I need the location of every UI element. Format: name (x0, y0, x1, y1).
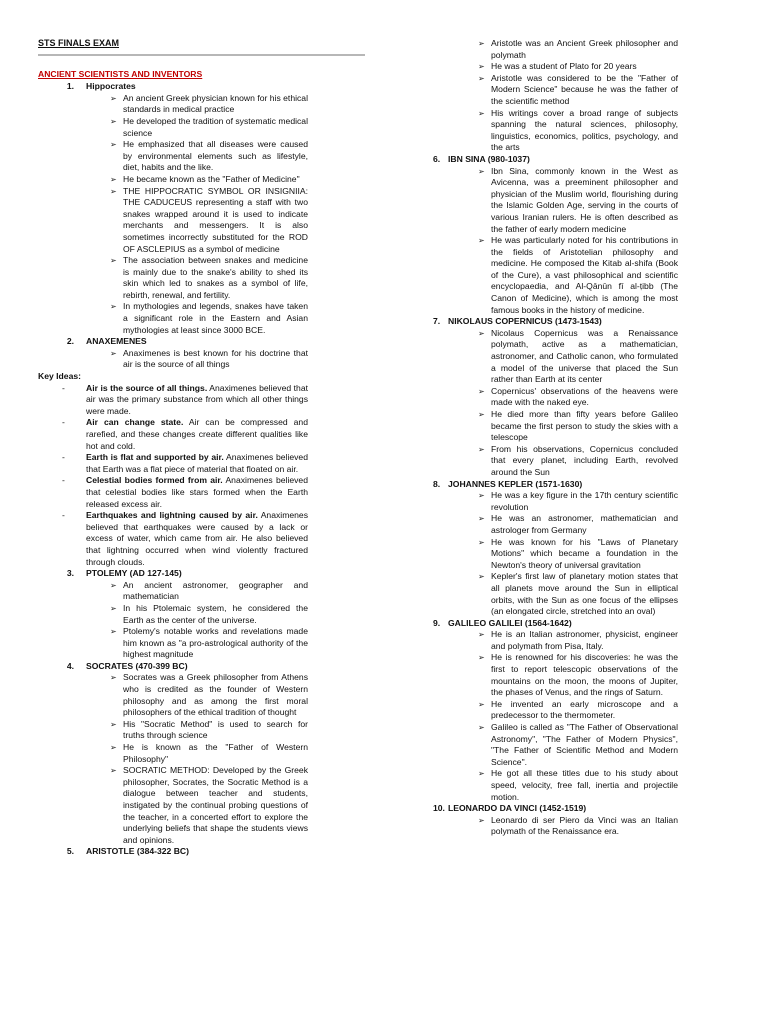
bullet-item (478, 444, 678, 479)
scientist-heading (433, 154, 678, 166)
scientist-name: GALILEO GALILEI (1564-1642) (448, 617, 572, 628)
arrowhead-bullet-icon: ➢ (110, 719, 117, 729)
bullet-item (478, 699, 678, 722)
bullet-item (478, 537, 678, 572)
key-idea-item (38, 452, 308, 475)
bullet-list (433, 490, 678, 618)
dash-bullet: - (62, 475, 65, 486)
key-idea-item (38, 475, 308, 510)
arrowhead-bullet-icon: ➢ (478, 723, 485, 733)
bullet-list (433, 38, 678, 154)
key-idea-text (86, 383, 308, 418)
key-idea-item (38, 510, 308, 568)
dash-bullet: - (62, 382, 65, 393)
scientist-entry (38, 81, 308, 336)
left-column (38, 38, 308, 858)
bullet-list (433, 815, 678, 838)
key-idea-description: Air can be compressed and rarefied, and these changes create different qualities like hot and cold. (86, 417, 308, 451)
arrowhead-bullet-icon: ➢ (110, 673, 117, 683)
scientist-heading (38, 81, 308, 93)
entry-number: 4. (66, 660, 74, 671)
key-idea-item (38, 383, 308, 418)
entry-number: 6. (433, 153, 441, 164)
scientist-name: ANAXEMENES (86, 336, 147, 347)
bullet-text: From his observations, Copernicus concluded that every planet, including Earth, revolved around the Sun (491, 443, 678, 477)
bullet-text: He got all these titles due to his study about speed, velocity, free fall, inertia and projectile motion. (491, 768, 678, 802)
bullet-item (478, 235, 678, 316)
arrowhead-bullet-icon: ➢ (478, 769, 485, 779)
bullet-text: His "Socratic Method" is used to search for truths through science (123, 718, 308, 741)
key-ideas-label: Key Ideas: (38, 371, 81, 382)
key-ideas-list (38, 383, 308, 569)
key-idea-description: Anaximenes believed that earthquakes were caused by a lack or excess of water, which came from air. He also believed that lightning occurred when wind violently fractured through clouds. (86, 510, 308, 567)
bullet-item (478, 652, 678, 698)
bullet-text: He is renowned for his discoveries: he was the first to report telescopic observations of the mountains on the moon, the moons of Jupiter, the phases of Venus, and the rings of Saturn. (491, 652, 678, 698)
bullet-text: Socrates was a Greek philosopher from Athens who is credited as the founder of Western philosophy and as among the first moral philosophers of the ethical tradition of thought (123, 672, 308, 718)
bullet-text: He developed the tradition of systematic medical science (123, 115, 308, 138)
bullet-item (478, 38, 678, 61)
entry-number: 3. (66, 568, 74, 579)
bullet-item (110, 672, 308, 718)
arrowhead-bullet-icon: ➢ (478, 39, 485, 48)
bullet-text: Nicolaus Copernicus was a Renaissance polymath, active as a mathematician, astronomer, and Catholic canon, who formulated a model of the universe that placed the Sun rather than Earth at its center (491, 327, 678, 385)
bullet-item (110, 93, 308, 116)
key-idea-heading: Earth is flat and supported by air. (86, 452, 224, 463)
key-idea-description: Anaximenes believed that air was the primary substance from which all other things were made. (86, 382, 309, 416)
entry-number: 8. (433, 478, 441, 489)
scientist-name: NIKOLAUS COPERNICUS (1473-1543) (448, 316, 602, 327)
key-idea-heading: Air is the source of all things. (86, 382, 208, 393)
scientist-heading (433, 803, 678, 815)
scientist-entry (38, 661, 308, 847)
scientist-heading (433, 479, 678, 491)
key-idea-text (86, 510, 308, 568)
arrowhead-bullet-icon: ➢ (478, 236, 485, 246)
bullet-item (478, 409, 678, 444)
bullet-text: He invented an early microscope and a predecessor to the thermometer. (491, 698, 678, 721)
arrowhead-bullet-icon: ➢ (478, 386, 485, 396)
scientist-entry (433, 803, 678, 838)
arrowhead-bullet-icon: ➢ (478, 514, 485, 524)
scientist-heading (38, 846, 308, 858)
bullet-text: An ancient Greek physician known for his ethical standards in medical practice (123, 92, 308, 115)
bullet-item (110, 626, 308, 661)
bullet-list (38, 93, 308, 336)
bullet-list (38, 348, 308, 371)
arrowhead-bullet-icon: ➢ (478, 108, 485, 118)
dash-bullet: - (62, 452, 65, 463)
key-idea-text (86, 417, 308, 452)
entry-number: 7. (433, 316, 441, 327)
bullet-text: SOCRATIC METHOD: Developed by the Greek philosopher, Socrates, the Socratic Method is a dialogue between teacher and students, instigated by the continual probing questions of the teacher, in a concerted effort to explore the underlying beliefs that shape the students views and opinions. (123, 765, 308, 845)
key-idea-description: Anaximenes believed that celestial bodies like stars formed when the Earth released excess air. (86, 475, 308, 509)
arrowhead-bullet-icon: ➢ (110, 348, 117, 358)
bullet-item (478, 328, 678, 386)
bullet-item (478, 722, 678, 768)
bullet-item (478, 108, 678, 154)
bullet-text: He was a key figure in the 17th century scientific revolution (491, 490, 678, 512)
bullet-item (110, 116, 308, 139)
bullet-text: Copernicus' observations of the heavens were made with the naked eye. (491, 385, 678, 408)
key-idea-heading: Air can change state. (86, 417, 184, 428)
scientist-list-part-2 (38, 568, 308, 858)
aristotle-continuation (433, 38, 678, 154)
bullet-item (478, 490, 678, 513)
bullet-item (478, 571, 678, 617)
bullet-text: He became known as the "Father of Medicine" (123, 173, 300, 184)
bullet-item (110, 174, 308, 186)
scientist-entry (38, 568, 308, 661)
arrowhead-bullet-icon: ➢ (110, 186, 117, 196)
scientist-heading (38, 661, 308, 673)
bullet-text: His writings cover a broad range of subjects spanning the natural sciences, philosophy, linguistics, economics, politics, psychology, and the arts (491, 107, 678, 153)
bullet-list (433, 629, 678, 803)
section-title: ANCIENT SCIENTISTS AND INVENTORS (38, 68, 203, 79)
key-idea-description: Anaximenes believed that Earth was a flat piece of material that floated on air. (86, 452, 308, 474)
scientist-entry (433, 154, 678, 316)
bullet-text: He died more than fifty years before Galileo became the first person to study the skies with a telescope (491, 409, 678, 443)
document-title: STS FINALS EXAM (38, 38, 120, 48)
arrowhead-bullet-icon: ➢ (110, 743, 117, 753)
scientist-heading (38, 336, 308, 348)
bullet-item (110, 765, 308, 846)
bullet-text: He was a student of Plato for 20 years (491, 61, 637, 72)
key-idea-text (86, 452, 308, 475)
scientist-entry (38, 336, 308, 371)
arrowhead-bullet-icon: ➢ (110, 302, 117, 312)
bullet-item (110, 255, 308, 301)
arrowhead-bullet-icon: ➢ (110, 256, 117, 266)
scientist-heading (38, 568, 308, 580)
bullet-item (110, 139, 308, 174)
arrowhead-bullet-icon: ➢ (110, 580, 117, 590)
scientist-entry (433, 618, 678, 804)
entry-number: 9. (433, 617, 441, 628)
bullet-text: THE HIPPOCRATIC SYMBOL OR INSIGNIIA: THE CADUCEUS representing a staff with two snakes wrapped around it is used to indicate merchants and messengers. It is also sometimes incorrectly substituted for the ROD OF ASCLEPIUS as a symbol of medicine (123, 185, 308, 254)
arrowhead-bullet-icon: ➢ (478, 73, 485, 83)
bullet-list (433, 166, 678, 317)
dash-bullet: - (62, 417, 65, 428)
bullet-list (433, 328, 678, 479)
key-idea-heading: Celestial bodies formed from air. (86, 475, 223, 486)
bullet-item (478, 629, 678, 652)
arrowhead-bullet-icon: ➢ (110, 603, 117, 613)
bullet-item (110, 742, 308, 765)
arrowhead-bullet-icon: ➢ (110, 140, 117, 150)
bullet-item (110, 719, 308, 742)
bullet-text: Galileo is called as "The Father of Observational Astronomy", "The Father of Modern Physics", "The Father of Scientific Method and Modern Science". (491, 722, 678, 767)
scientist-name: IBN SINA (980-1037) (448, 153, 530, 164)
bullet-text: Ibn Sina, commonly known in the West as Avicenna, was a preeminent philosopher and physician of the Muslim world, flourishing during the Islamic Golden Age, serving in the courts of various Iranian rulers. He is often described as the father of early modern medicine (491, 165, 678, 234)
bullet-text: In his Ptolemaic system, he considered the Earth as the center of the universe. (123, 602, 308, 625)
bullet-item (478, 815, 678, 838)
arrowhead-bullet-icon: ➢ (478, 699, 485, 709)
scientist-name: Hippocrates (86, 81, 136, 92)
scientist-name: SOCRATES (470-399 BC) (86, 660, 188, 671)
key-idea-item (38, 417, 308, 452)
bullet-text: He was known for his "Laws of Planetary Motions" which became a foundation in the Newton's theory of universal gravitation (491, 536, 678, 570)
scientist-name: PTOLEMY (AD 127-145) (86, 568, 182, 579)
arrowhead-bullet-icon: ➢ (110, 116, 117, 126)
entry-number: 2. (66, 336, 74, 347)
scientist-entry (433, 316, 678, 478)
bullet-text: Anaximenes is best known for his doctrine that air is the source of all things (123, 347, 308, 370)
bullet-text: He was particularly noted for his contributions in the fields of Aristotelian philosophy and medicine. He composed the Kitab al-shifa (Book of the Cure), a vast philosophical and scientific encyclopaedia, and Al-Qānūn fī al-ṭibb (The Canon of Medicine), which is among the most famous books in the history of medicine. (491, 235, 678, 315)
arrowhead-bullet-icon: ➢ (478, 537, 485, 547)
arrowhead-bullet-icon: ➢ (478, 653, 485, 663)
bullet-item (110, 603, 308, 626)
bullet-text: Aristotle was an Ancient Greek philosopher and polymath (491, 38, 678, 60)
bullet-item (478, 73, 678, 108)
title-underline-rule (38, 54, 365, 56)
bullet-item (110, 186, 308, 256)
bullet-item (478, 513, 678, 536)
bullet-text: Ptolemy's notable works and revelations made him known as "a pro-astrological authority of the highest magnitude (123, 626, 308, 660)
arrowhead-bullet-icon: ➢ (478, 410, 485, 419)
arrowhead-bullet-icon: ➢ (478, 572, 485, 582)
scientist-list-part-1 (38, 81, 308, 371)
bullet-item (478, 386, 678, 409)
arrowhead-bullet-icon: ➢ (110, 93, 117, 103)
key-idea-heading: Earthquakes and lightning caused by air. (86, 510, 258, 521)
scientist-entry (38, 846, 308, 858)
bullet-text: Leonardo di ser Piero da Vinci was an Italian polymath of the Renaissance era. (491, 814, 678, 837)
bullet-text: Kepler's first law of planetary motion states that all planets move around the Sun in elliptical orbits, with the Sun as one focus of the ellipses (an elongated circle, stretched into an oval) (491, 571, 678, 617)
scientist-name: LEONARDO DA VINCI (1452-1519) (448, 803, 587, 814)
key-idea-text (86, 475, 308, 510)
scientist-heading (433, 618, 678, 630)
bullet-text: He is an Italian astronomer, physicist, engineer and polymath from Pisa, Italy. (491, 629, 678, 651)
scientist-entry (433, 479, 678, 618)
arrowhead-bullet-icon: ➢ (478, 444, 485, 454)
bullet-item (110, 301, 308, 336)
arrowhead-bullet-icon: ➢ (110, 766, 117, 776)
bullet-item (110, 348, 308, 371)
bullet-text: Aristotle was considered to be the "Father of Modern Science" because he was the father of the scientific method (491, 72, 678, 106)
arrowhead-bullet-icon: ➢ (478, 62, 485, 72)
arrowhead-bullet-icon: ➢ (478, 166, 485, 176)
bullet-text: In mythologies and legends, snakes have taken a significant role in the Eastern and Asian mythologies at least since 3000 BCE. (123, 301, 308, 335)
arrowhead-bullet-icon: ➢ (110, 627, 117, 637)
bullet-item (478, 61, 678, 73)
bullet-item (110, 580, 308, 603)
entry-number: 1. (66, 81, 74, 92)
dash-bullet: - (62, 510, 65, 521)
arrowhead-bullet-icon: ➢ (110, 174, 117, 184)
scientist-list-part-3 (433, 154, 678, 838)
arrowhead-bullet-icon: ➢ (478, 630, 485, 640)
bullet-text: He emphasized that all diseases were caused by environmental elements such as lifestyle, diet, habits and the like. (123, 139, 308, 173)
scientist-name: ARISTOTLE (384-322 BC) (86, 846, 189, 857)
bullet-item (478, 768, 678, 803)
bullet-text: He was an astronomer, mathematician and astrologer from Germany (491, 513, 678, 535)
bullet-text: An ancient astronomer, geographer and mathematician (123, 579, 308, 602)
bullet-item (478, 166, 678, 236)
entry-number: 5. (66, 846, 74, 857)
scientist-name: JOHANNES KEPLER (1571-1630) (448, 478, 583, 489)
entry-number: 10. (433, 803, 445, 814)
bullet-list (38, 672, 308, 846)
bullet-text: He is known as the "Father of Western Philosophy" (123, 742, 308, 764)
arrowhead-bullet-icon: ➢ (478, 328, 485, 338)
arrowhead-bullet-icon: ➢ (478, 815, 485, 825)
arrowhead-bullet-icon: ➢ (478, 491, 485, 501)
right-column (433, 38, 678, 838)
scientist-heading (433, 316, 678, 328)
bullet-list (38, 580, 308, 661)
bullet-text: The association between snakes and medicine is mainly due to the snake's ability to shed its skin which led to snakes as a symbol of life, rebirth, renewal, and fertility. (123, 255, 308, 300)
